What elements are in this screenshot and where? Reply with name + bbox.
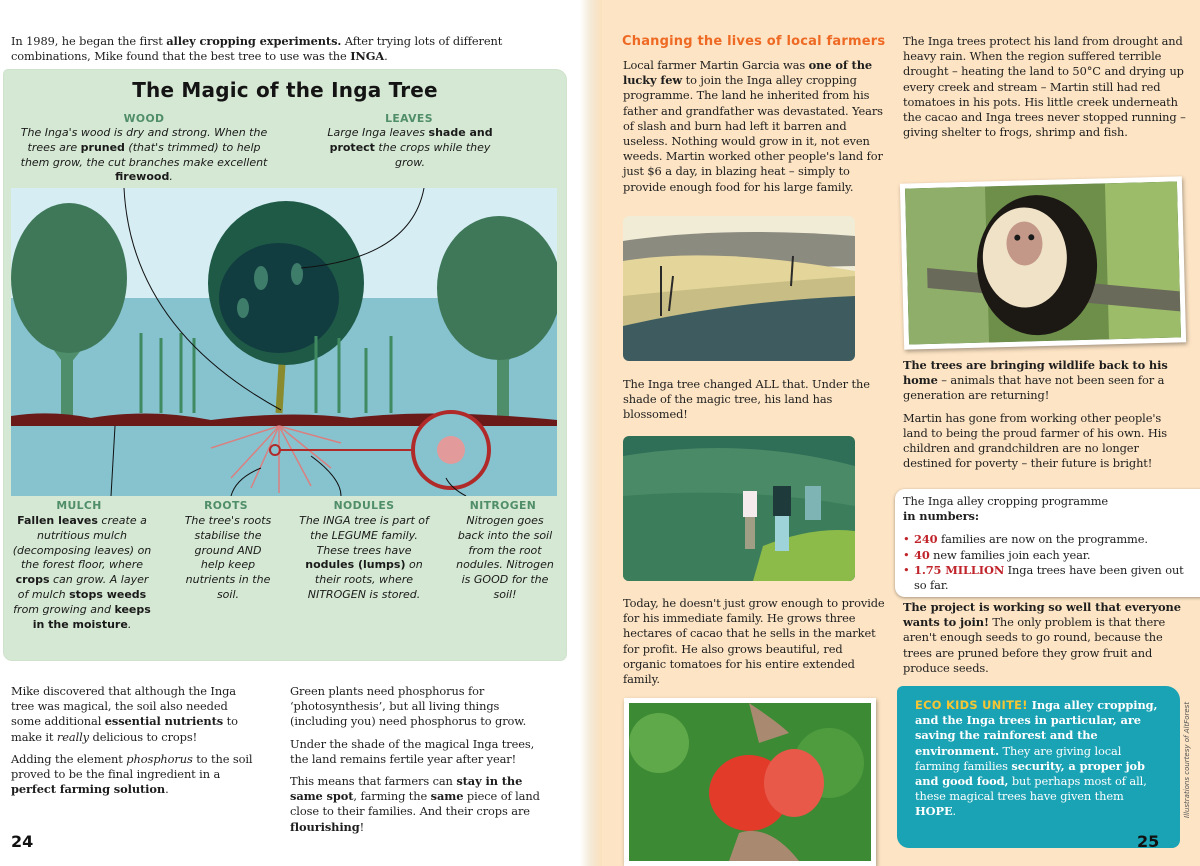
mulch-caption: Fallen leaves create a nutritious mulch (decomposing leaves) on the forest floor, where crops can grow. A layer of mulch stops weeds from growing and keeps in the moisture. (12, 514, 152, 631)
paragraph: The project is working so well that everyone wants to join! The only problem is that there aren't enough seeds to go round, because the trees are pruned before they grow fruit and produce seeds. (903, 600, 1181, 675)
barren-landscape-icon (623, 216, 855, 361)
illustration-credit: Illustrations courtesy of AltForest (1183, 701, 1191, 818)
paragraph: Local farmer Martin Garcia was one of the lucky few to join the Inga alley cropping programme. The land he inherited from his father and grandfather was devastated. Years of slash and burn had left it barren and useless. Nothing would grow in it, not even weeds. Martin worked other people's land for just $6 a day, in blazing heat – simply to provide enough food for his large family. (623, 58, 883, 194)
intro-paragraph: In 1989, he began the first alley cropping experiments. After trying lots of different combinations, Mike found that the best tree to use was the INGA. (11, 34, 503, 64)
leaves-label: LEAVES (385, 112, 433, 125)
nodules-label: NODULES (333, 499, 395, 512)
roots-label: ROOTS (204, 499, 248, 512)
tomatoes-icon (629, 703, 871, 861)
nodules-caption: The INGA tree is part of the LEGUME family. These trees have nodules (lumps) on their roots, where NITROGEN is stored. (299, 514, 429, 601)
roots-caption: The tree's roots stabilise the ground AND help keep nutrients in the soil. (184, 514, 272, 601)
right-column-2-middle (903, 358, 1188, 478)
farmers-field-icon (623, 436, 855, 581)
alley-cropping-illustration (11, 188, 557, 496)
eco-kids-unite-box: ECO KIDS UNITE! Inga alley cropping, and the Inga trees in particular, are saving the rainforest and the environment. They are giving local farming families security, a proper job and good food, but perhaps most of all, these magical trees have given them HOPE. (897, 686, 1180, 848)
stat-item: • 240 families are now on the programme. (903, 532, 1197, 547)
stat-item: • 40 new families join each year. (903, 548, 1197, 563)
left-column-text (11, 684, 261, 804)
stat-item: • 1.75 MILLION Inga trees have been given out so far. (903, 563, 1197, 593)
page-gutter (580, 0, 602, 866)
farmers-illustration (623, 436, 855, 581)
paragraph: Today, he doesn't just grow enough to provide for his immediate family. He grows three hectares of cacao that he sells in the market for profit. He also grows beautiful, red organic tomatoes for his entire extended family. (623, 596, 885, 687)
tree-diagram-icon (11, 188, 557, 496)
middle-column-text (290, 684, 550, 842)
mulch-label: MULCH (56, 499, 102, 512)
paragraph: Green plants need phosphorus for ‘photosynthesis’, but all living things (including you) need phosphorus to grow. (290, 684, 527, 729)
page-number-right: 25 (1137, 832, 1160, 851)
nitrogen-caption: Nitrogen goes back into the soil from the root nodules. Nitrogen is GOOD for the soil! (456, 514, 554, 601)
right-column-2 (903, 34, 1188, 147)
nitrogen-label: NITROGEN (469, 499, 537, 512)
paragraph: This means that farmers can stay in the same spot, farming the same piece of land close to their families. And their crops are flourishing! (290, 774, 540, 834)
tomato-photo (624, 698, 876, 866)
left-page (0, 0, 590, 866)
paragraph: Adding the element phosphorus to the soil proved to be the final ingredient in a perfect farming solution. (11, 751, 253, 797)
leaves-caption: Large Inga leaves shade and protect the crops while they grow. (327, 126, 493, 169)
wood-caption: The Inga's wood is dry and strong. When the trees are pruned (that's trimmed) to help them grow, the cut branches make excellent firewood. (20, 126, 268, 184)
eco-box-title: ECO KIDS UNITE! (915, 698, 1028, 712)
paragraph: Under the shade of the magical Inga trees, the land remains fertile year after year! (290, 736, 535, 766)
stats-list (903, 532, 1197, 593)
page-number-left: 24 (11, 832, 34, 851)
paragraph: The trees are bringing wildlife back to his home – animals that have not been seen for a generation are returning! (903, 358, 1168, 403)
barren-land-illustration (623, 216, 855, 361)
numbers-title-bold: in numbers: (903, 509, 979, 524)
inga-infographic (4, 70, 566, 660)
monkey-icon (905, 181, 1181, 344)
capuchin-monkey-photo (900, 176, 1186, 349)
numbers-title: The Inga alley cropping programme (903, 494, 1109, 508)
right-column-1 (623, 58, 888, 202)
infographic-title: The Magic of the Inga Tree (132, 78, 438, 102)
section-heading: Changing the lives of local farmers (622, 34, 886, 49)
paragraph: The Inga trees protect his land from drought and heavy rain. When the region suffered terrible drought – heating the land to 50°C and drying up every creek and stream – Martin still had red tomatoes in his pots. His little creek underneath the cacao and Inga trees never stopped running – giving shelter to frogs, shrimp and fish. (903, 34, 1186, 140)
wood-label: WOOD (123, 112, 165, 125)
numbers-box (895, 489, 1200, 597)
paragraph: The Inga tree changed ALL that. Under the shade of the magic tree, his land has blossomed! (623, 377, 870, 422)
paragraph: Martin has gone from working other people's land to being the proud farmer of his own. His children and grandchildren are no longer destined for poverty – their future is bright! (903, 410, 1167, 471)
paragraph: Mike discovered that although the Inga tree was magical, the soil also needed some additional essential nutrients to make it really delicious to crops! (11, 684, 238, 744)
